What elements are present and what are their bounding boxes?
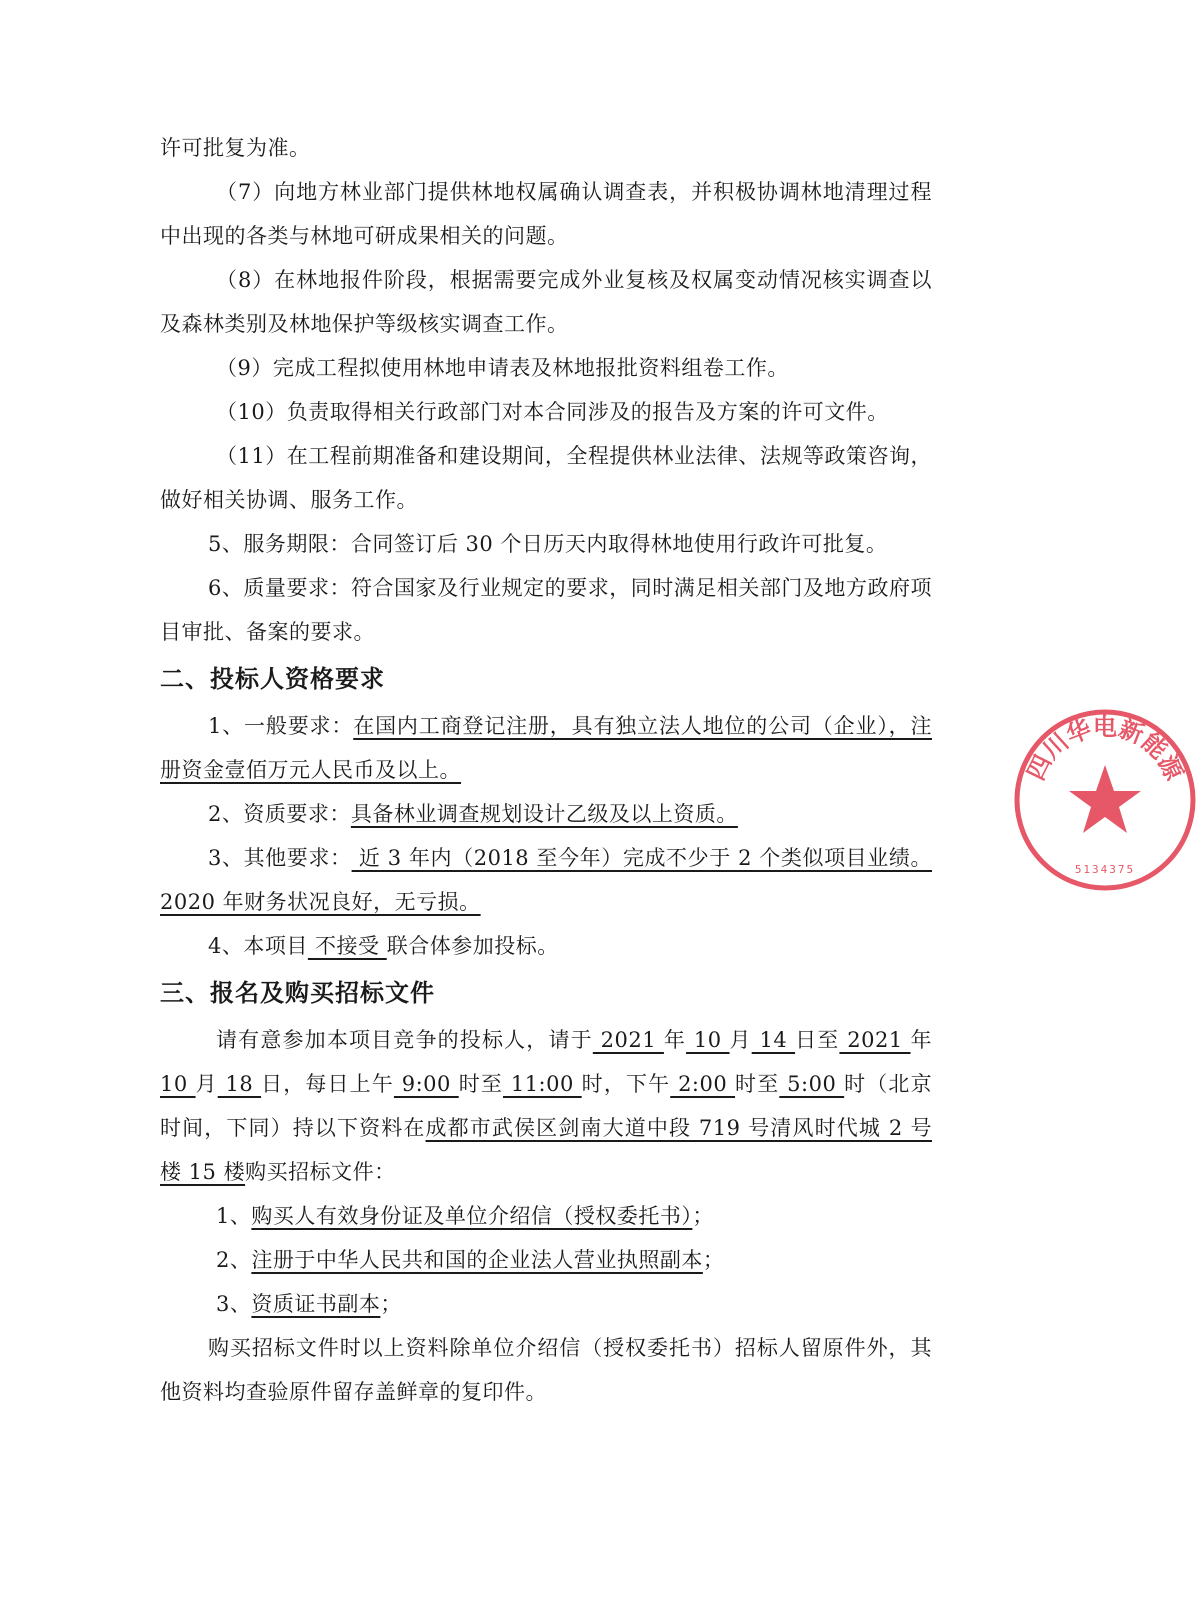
requirement-label: 1、一般要求： [208, 714, 354, 738]
requirement-label: 4、本项目 [208, 934, 308, 958]
text-run: 时至 [458, 1072, 504, 1096]
pm-end-time: 5:00 [779, 1072, 845, 1096]
registration-paragraph [160, 1018, 932, 1194]
list-punct: ； [380, 1292, 402, 1316]
text-run: 年 [910, 1028, 933, 1052]
paragraph-service-period: 5、服务期限：合同签订后 30 个日历天内取得林地使用行政许可批复。 [208, 532, 888, 556]
paragraph-continuation: 许可批复为准。 [160, 136, 311, 160]
text-run: 日，每日上午 [261, 1072, 394, 1096]
list-punct: ； [702, 1248, 725, 1272]
list-number: 3、 [216, 1292, 252, 1316]
paragraph-quality: 6、质量要求：符合国家及行业规定的要求，同时满足相关部门及地方政府项目审批、备案的要求。 [160, 576, 932, 644]
text-run: 月 [195, 1072, 218, 1096]
document-body [160, 126, 932, 1414]
closing-paragraph: 购买招标文件时以上资料除单位介绍信（授权委托书）招标人留原件外，其他资料均查验原件留存盖鲜章的复印件。 [160, 1336, 932, 1404]
list-text: 注册于中华人民共和国的企业法人营业执照副本 [251, 1248, 703, 1272]
pm-start-time: 2:00 [670, 1072, 736, 1096]
requirement-qualification [160, 792, 932, 836]
seal-number: 5134375 [1074, 863, 1136, 876]
text-run: 购买招标文件： [245, 1160, 396, 1184]
requirement-value: 不接受 [307, 934, 387, 958]
text-run: 年 [663, 1028, 687, 1052]
end-day: 18 [217, 1072, 262, 1096]
list-number: 1、 [216, 1204, 252, 1228]
text-run: 月 [729, 1028, 752, 1052]
purchase-address: 成都市武侯区剑南大道中段 719 号清风时代城 2 号楼 15 楼 [160, 1116, 933, 1184]
section-heading-qualifications: 二、投标人资格要求 [160, 665, 385, 693]
start-month: 10 [686, 1028, 730, 1052]
start-day: 14 [751, 1028, 796, 1052]
text-run: 时至 [735, 1072, 780, 1096]
am-start-time: 9:00 [393, 1072, 459, 1096]
seal-star-icon [1069, 765, 1141, 833]
seal-name: 四川华电新能源 [1021, 713, 1189, 785]
paragraph-item-8: （8）在林地报件阶段，根据需要完成外业复核及权属变动情况核实调查以及森林类别及林地保护等级核实调查工作。 [160, 268, 932, 336]
text-run: 请有意参加本项目竞争的投标人，请于 [216, 1028, 593, 1052]
requirement-value: 在国内工商登记注册，具有独立法人地位的公司（企业），注册资金壹佰万元人民币及以上。 [160, 714, 932, 782]
am-end-time: 11:00 [503, 1072, 582, 1096]
requirement-general [160, 704, 932, 792]
requirement-label: 3、其他要求： [208, 846, 352, 870]
paragraph-item-9: （9）完成工程拟使用林地申请表及林地报批资料组卷工作。 [216, 356, 789, 380]
requirement-label: 2、资质要求： [208, 802, 351, 826]
document-list-item [160, 1238, 932, 1282]
list-punct: ； [692, 1204, 714, 1228]
text-run: 日至 [795, 1028, 840, 1052]
section-heading-registration: 三、报名及购买招标文件 [160, 979, 435, 1007]
document-list-item [160, 1194, 932, 1238]
requirement-value: 具备林业调查规划设计乙级及以上资质。 [350, 802, 738, 826]
text-run: 时，下午 [581, 1072, 671, 1096]
list-text: 购买人有效身份证及单位介绍信（授权委托书） [251, 1204, 693, 1228]
end-month: 10 [160, 1072, 196, 1096]
requirement-other [160, 836, 932, 924]
text-run: 时（北京时间，下同）持以下资料在 [160, 1072, 933, 1140]
paragraph-item-10: （10）负责取得相关行政部门对本合同涉及的报告及方案的许可文件。 [216, 400, 889, 424]
start-year: 2021 [592, 1028, 664, 1052]
requirement-consortium [160, 924, 932, 968]
end-year: 2021 [839, 1028, 911, 1052]
company-seal-icon [1010, 705, 1200, 895]
requirement-suffix: 联合体参加投标。 [386, 934, 559, 958]
paragraph-item-11: （11）在工程前期准备和建设期间，全程提供林业法律、法规等政策咨询，做好相关协调、服务工作。 [160, 444, 932, 512]
requirement-value: 近 3 年内（2018 至今年）完成不少于 2 个类似项目业绩。2020 年财务状况良好，无亏损。 [160, 846, 932, 914]
paragraph-item-7: （7）向地方林业部门提供林地权属确认调查表，并积极协调林地清理过程中出现的各类与林地可研成果相关的问题。 [160, 180, 932, 248]
document-list-item [160, 1282, 932, 1326]
list-text: 资质证书副本 [251, 1292, 381, 1316]
list-number: 2、 [216, 1248, 252, 1272]
